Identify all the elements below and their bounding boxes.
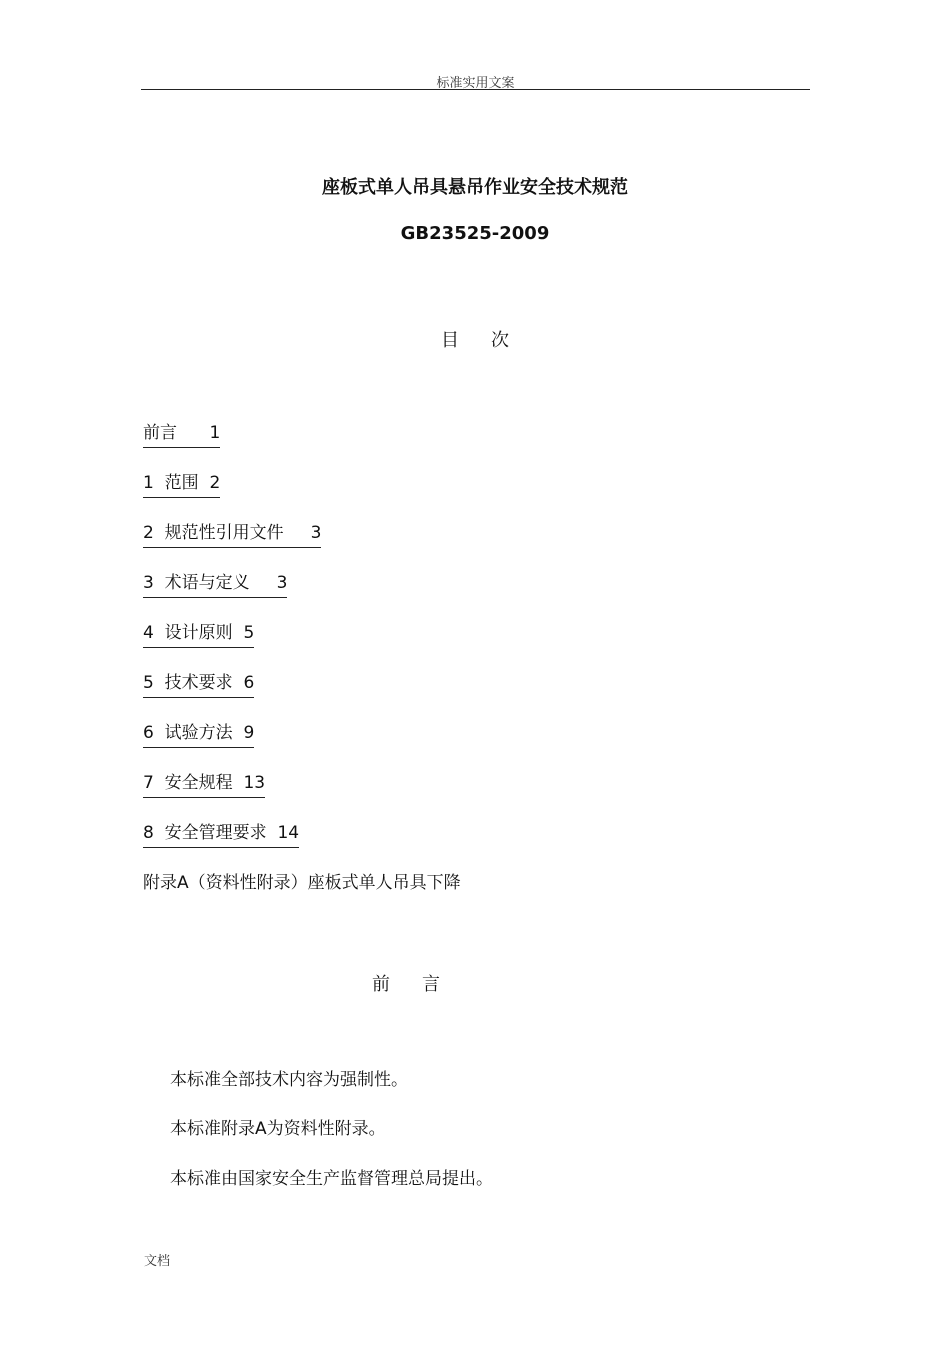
toc-heading-right: 次 <box>491 330 509 351</box>
toc-page: 6 <box>243 673 255 693</box>
toc-link[interactable] <box>143 570 287 598</box>
toc-label: 6 试验方法 <box>143 723 233 743</box>
preface-paragraph: 本标准全部技术内容为强制性。 <box>170 1070 408 1090</box>
toc-label: 5 技术要求 <box>143 673 233 693</box>
toc-item-appendix <box>143 870 461 920</box>
table-of-contents <box>143 420 461 920</box>
toc-item-technical-requirements <box>143 670 461 720</box>
toc-heading-left: 目 <box>441 330 459 351</box>
toc-label: 7 安全规程 <box>143 773 233 793</box>
standard-code: GB23525-2009 <box>400 223 550 244</box>
toc-item-safety-rules <box>143 770 461 820</box>
preface-paragraph: 本标准由国家安全生产监督管理总局提出。 <box>170 1169 493 1189</box>
toc-item-scope <box>143 470 461 520</box>
toc-link[interactable] <box>143 720 254 748</box>
toc-item-terms <box>143 570 461 620</box>
page-header <box>141 70 810 90</box>
toc-label: 3 术语与定义 <box>143 573 250 593</box>
toc-label: 1 范围 <box>143 473 199 493</box>
document-title: 座板式单人吊具悬吊作业安全技术规范 <box>322 177 628 198</box>
toc-item-test-methods <box>143 720 461 770</box>
toc-link[interactable] <box>143 470 220 498</box>
toc-link[interactable] <box>143 770 265 798</box>
toc-link[interactable] <box>143 420 220 448</box>
toc-item-preface <box>143 420 461 470</box>
toc-page: 5 <box>243 623 255 643</box>
toc-page: 2 <box>209 473 221 493</box>
toc-page: 13 <box>243 773 266 793</box>
preface-heading <box>372 970 440 996</box>
toc-appendix-text: 附录A（资料性附录）座板式单人吊具下降 <box>143 873 461 893</box>
preface-heading-left: 前 <box>372 974 390 995</box>
toc-label: 前言 <box>143 423 177 443</box>
toc-page: 3 <box>310 523 322 543</box>
toc-heading <box>0 326 950 352</box>
toc-label: 8 安全管理要求 <box>143 823 267 843</box>
toc-page: 3 <box>276 573 288 593</box>
toc-page: 9 <box>243 723 255 743</box>
toc-page: 1 <box>209 423 221 443</box>
preface-heading-right: 言 <box>422 974 440 995</box>
toc-link[interactable] <box>143 670 254 698</box>
toc-item-safety-management <box>143 820 461 870</box>
page-footer: 文档 <box>144 1254 171 1269</box>
preface-paragraph: 本标准附录A为资料性附录。 <box>170 1119 386 1139</box>
toc-page: 14 <box>277 823 300 843</box>
toc-link[interactable] <box>143 820 299 848</box>
toc-item-design-principles <box>143 620 461 670</box>
toc-label: 2 规范性引用文件 <box>143 523 284 543</box>
header-text: 标准实用文案 <box>436 76 515 91</box>
toc-link[interactable] <box>143 620 254 648</box>
toc-label: 4 设计原则 <box>143 623 233 643</box>
toc-link[interactable] <box>143 520 321 548</box>
toc-item-normative-references <box>143 520 461 570</box>
